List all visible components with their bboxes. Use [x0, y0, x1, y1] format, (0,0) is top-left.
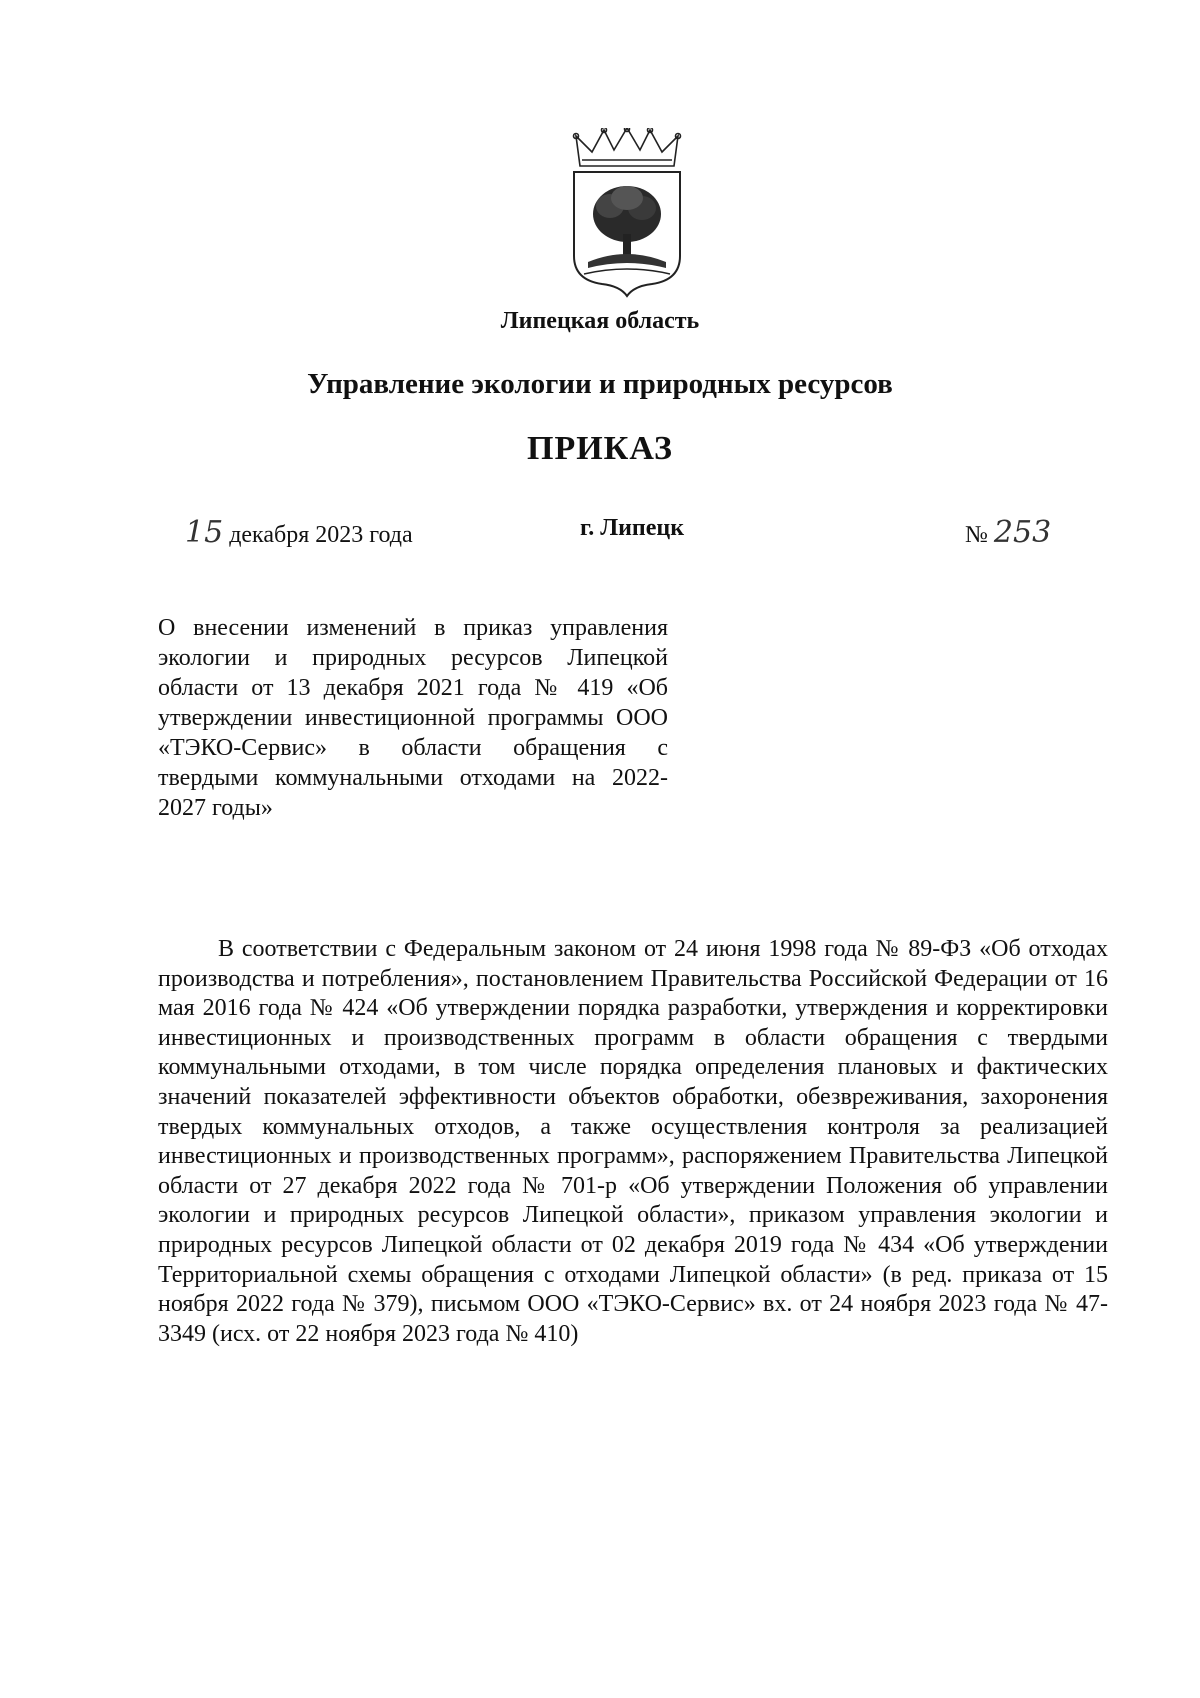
oak-tree-icon [584, 186, 670, 274]
order-date [185, 515, 413, 550]
order-subject [158, 613, 668, 823]
order-number [965, 515, 1051, 550]
date-day-handwritten: 15 [185, 515, 224, 550]
department-name: Управление экологии и природных ресурсов [307, 368, 893, 400]
number-sign: № [965, 522, 988, 548]
crown-icon [574, 128, 681, 166]
coat-of-arms-emblem [568, 128, 686, 298]
order-body [158, 935, 1108, 1349]
subject-text: О внесении изменений в приказ управления экологии и природных ресурсов Липецкой области от 13 декабря 2021 года № 419 «Об утверждении инвестиционной программы ООО «ТЭКО-Сервис» в области обращения с твердыми коммунальными отходами на 2022-2027 годы» [158, 615, 668, 821]
order-city: г. Липецк [580, 515, 685, 541]
number-handwritten: 253 [993, 515, 1052, 550]
body-paragraph: В соответствии с Федеральным законом от 24 июня 1998 года № 89-ФЗ «Об отходах производства и потребления», постановлением Правительства Российской Федерации от 16 мая 2016 года № 424 «Об утверждении порядка разработки, утверждения и корректировки инвестиционных и производственных программ в области обращения с твердыми коммунальными отходами, в том числе порядка определения плановых и фактических значений показателей эффективности объектов обработки, обезвреживания, захоронения твердых коммунальных отходов, а также осуществления контроля за реализацией инвестиционных и производственных программ», распоряжением Правительства Липецкой области от 27 декабря 2022 года № 701-р «Об утверждении Положения об управлении экологии и природных ресурсов Липецкой области», приказом управления экологии и природных ресурсов Липецкой области от 02 декабря 2019 года № 434 «Об утверждении Территориальной схемы обращения с отходами Липецкой области» (в ред. приказа от 15 ноября 2022 года № 379), письмом ООО «ТЭКО-Сервис» вх. от 24 ноября 2023 года № 47-3349 (исх. от 22 ноября 2023 года № 410) [158, 936, 1108, 1347]
region-name: Липецкая область [500, 308, 700, 334]
document-type-title: ПРИКАЗ [527, 430, 673, 467]
date-month-year: декабря 2023 года [229, 522, 413, 548]
